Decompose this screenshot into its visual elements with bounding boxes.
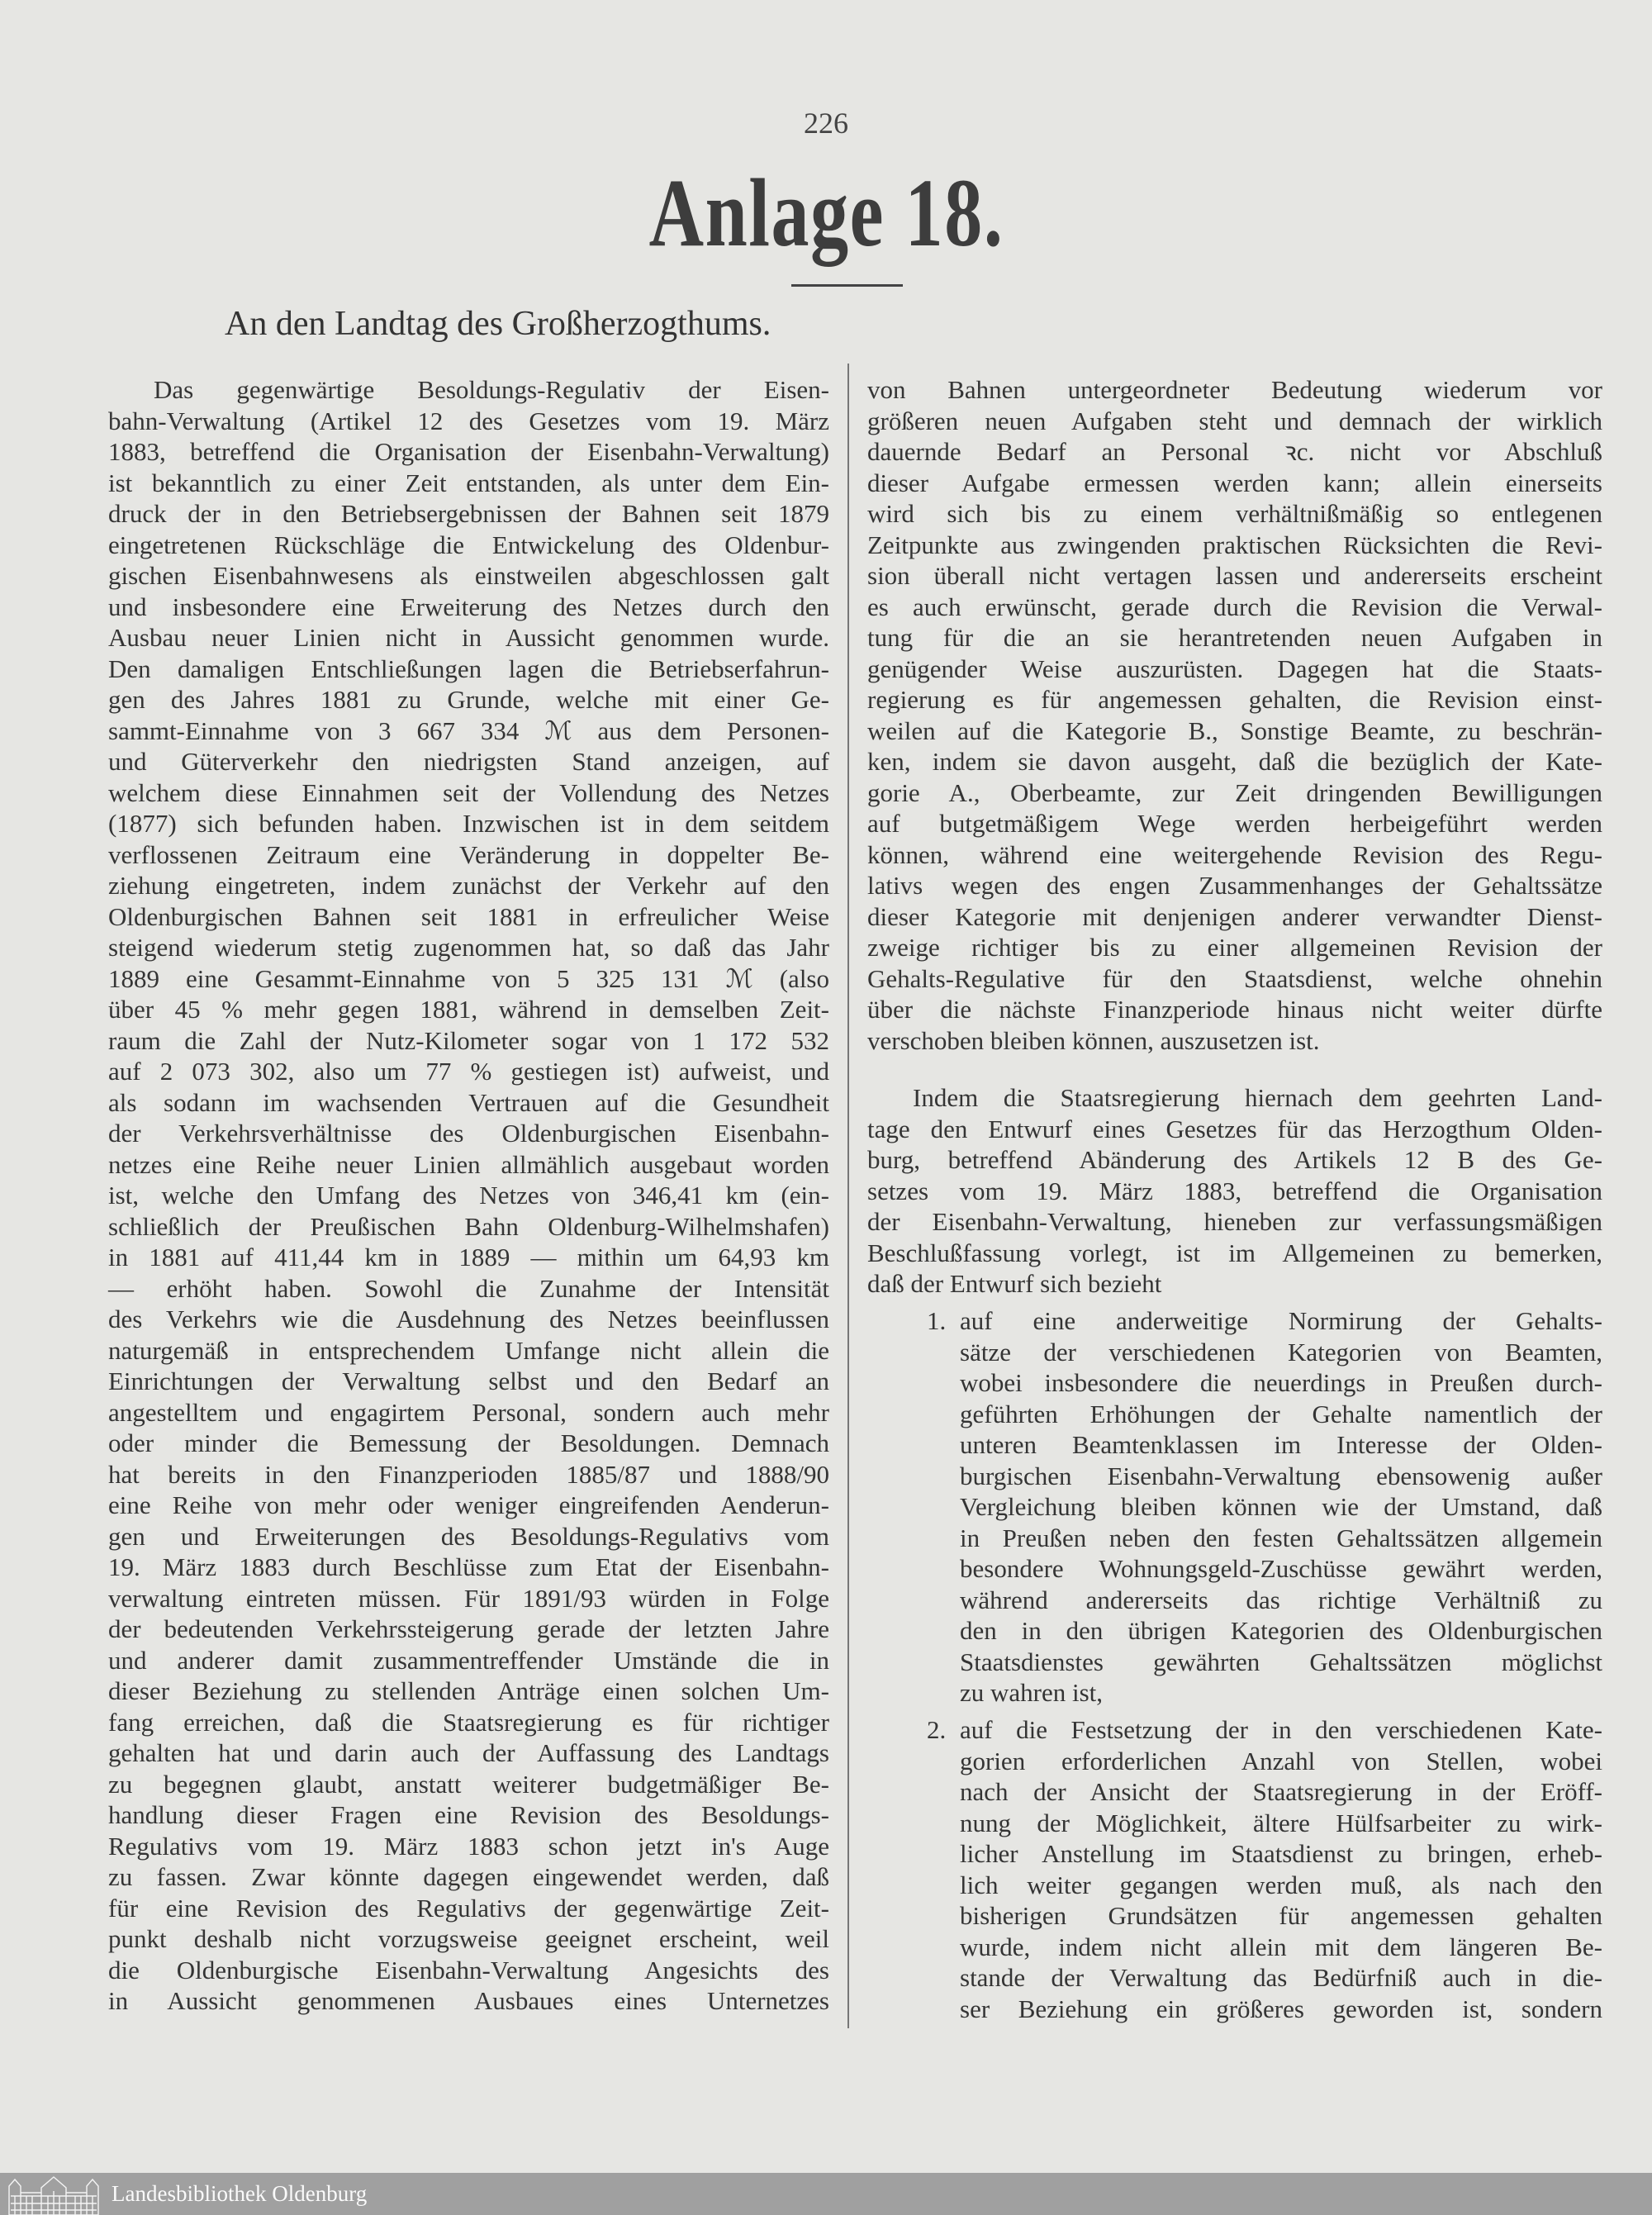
left-column <box>108 374 829 2017</box>
text-line: gischen Eisenbahnwesens als einstweilen abgeschlossen galt <box>108 561 829 590</box>
text-line: ziehung eingetreten, indem zunächst der Verkehr auf den <box>108 871 829 900</box>
text-line: stande der Verwaltung das Bedürfniß auch in die- <box>960 1963 1602 1992</box>
text-line: netzes eine Reihe neuer Linien allmählich ausgebaut worden <box>108 1149 829 1179</box>
title-rule <box>791 284 903 287</box>
text-line: verwaltung eintreten müssen. Für 1891/93 würden in Folge <box>108 1583 829 1613</box>
text-line: ist bekanntlich zu einer Zeit entstanden, als unter dem Ein- <box>108 468 829 497</box>
text-line: und Güterverkehr den niedrigsten Stand anzeigen, auf <box>108 747 829 776</box>
text-line: ser Beziehung ein größeres geworden ist, sondern <box>960 1994 1602 2023</box>
address-heading: An den Landtag des Großherzogthums. <box>225 305 771 343</box>
text-line: sion überall nicht vertagen lassen und andererseits erscheint <box>867 561 1602 590</box>
text-line: Das gegenwärtige Besoldungs-Regulativ der Eisen- <box>154 375 829 404</box>
text-line: nung der Möglichkeit, ältere Hülfsarbeiter zu wirk- <box>960 1808 1602 1837</box>
text-line: auf die Festsetzung der in den verschiedenen Kate- <box>960 1715 1602 1744</box>
text-line: wurde, indem nicht allein mit dem längeren Be- <box>960 1932 1602 1961</box>
text-line: setzes vom 19. März 1883, betreffend die Organisation <box>867 1176 1602 1205</box>
text-line: größeren neuen Aufgaben steht und demnach der wirklich <box>867 406 1602 435</box>
text-line: besondere Wohnungsgeld-Zuschüsse gewährt werden, <box>960 1554 1602 1583</box>
list-item-1 <box>960 1305 1602 1709</box>
text-line: der bedeutenden Verkehrssteigerung gerade der letzten Jahre <box>108 1614 829 1643</box>
text-line: und insbesondere eine Erweiterung des Netzes durch den <box>108 592 829 621</box>
text-line: zweige richtiger bis zu einer allgemeinen Revision der <box>867 933 1602 962</box>
text-line: bahn-Verwaltung (Artikel 12 des Gesetzes vom 19. März <box>108 406 829 435</box>
text-line: burg, betreffend Abänderung des Artikels 12 B des Ge- <box>867 1145 1602 1174</box>
text-line: eingetretenen Rückschläge die Entwickelung des Oldenbur- <box>108 530 829 559</box>
text-line: dieser Kategorie mit denjenigen anderer verwandter Dienst- <box>867 901 1602 931</box>
text-line: dieser Aufgabe ermessen werden kann; allein einerseits <box>867 468 1602 497</box>
text-line: angestelltem und engagirtem Personal, sondern auch mehr <box>108 1397 829 1427</box>
library-building-icon <box>7 2175 102 2215</box>
text-line: Den damaligen Entschließungen lagen die Betriebserfahrun- <box>108 654 829 683</box>
text-line: Oldenburgischen Bahnen seit 1881 in erfreulicher Weise <box>108 901 829 931</box>
text-line: daß der Entwurf sich bezieht <box>867 1269 1162 1298</box>
text-line: Zeitpunkte aus zwingenden praktischen Rücksichten die Revi- <box>867 530 1602 559</box>
text-line: wird sich bis zu einem verhältnißmäßig so entlegenen <box>867 499 1602 528</box>
text-line: ken, indem sie davon ausgeht, daß die bezüglich der Kate- <box>867 747 1602 776</box>
text-line: Ausbau neuer Linien nicht in Aussicht genommen wurde. <box>108 623 829 652</box>
text-line: lich weiter gegangen werden muß, als nach den <box>960 1870 1602 1899</box>
text-line: — erhöht haben. Sowohl die Zunahme der Intensität <box>108 1273 829 1303</box>
text-line: handlung dieser Fragen eine Revision des Besoldungs- <box>108 1800 829 1829</box>
list-item-number-2: 2. <box>927 1715 947 1744</box>
text-line: zu begegnen glaubt, anstatt weiterer budgetmäßiger Be- <box>108 1769 829 1799</box>
text-line: welchem diese Einnahmen seit der Vollendung des Netzes <box>108 777 829 807</box>
text-line: auf butgetmäßigem Wege werden herbeigeführt werden <box>867 809 1602 838</box>
footer-bar <box>0 2173 1652 2215</box>
text-line: eine Reihe von mehr oder weniger eingreifenden Aenderun- <box>108 1490 829 1519</box>
text-line: auf 2 073 302, also um 77 % gestiegen ist) aufweist, und <box>108 1057 829 1086</box>
text-line: auf eine anderweitige Normirung der Gehalts- <box>960 1306 1602 1335</box>
text-line: Einrichtungen der Verwaltung selbst und den Bedarf an <box>108 1367 829 1395</box>
page-title <box>0 157 1652 269</box>
text-line: über die nächste Finanzperiode hinaus nicht weiter dürfte <box>867 995 1602 1024</box>
text-line: regierung es für angemessen gehalten, die Revision einst- <box>867 685 1602 714</box>
text-line: 1883, betreffend die Organisation der Eisenbahn-Verwaltung) <box>108 437 829 466</box>
text-line: geführten Erhöhungen der Gehalte namentlich der <box>960 1399 1602 1428</box>
text-line: tage den Entwurf eines Gesetzes für das Herzogthum Olden- <box>867 1114 1602 1143</box>
text-line: punkt deshalb nicht vorzugsweise geeignet erscheint, weil <box>108 1924 829 1953</box>
library-name: Landesbibliothek Oldenburg <box>112 2181 368 2206</box>
text-line: oder minder die Bemessung der Besoldungen. Demnach <box>108 1428 829 1457</box>
text-line: fang erreichen, daß die Staatsregierung es für richtiger <box>108 1707 829 1737</box>
text-line: für eine Revision des Regulativs der gegenwärtige Zeit- <box>108 1893 829 1923</box>
text-line: in Preußen neben den festen Gehaltssätzen allgemein <box>960 1523 1602 1552</box>
list-item-2 <box>960 1714 1602 2024</box>
text-line: druck der in den Betriebsergebnissen der Bahnen seit 1879 <box>108 499 829 528</box>
text-line: gehalten hat und darin auch der Auffassung des Landtags <box>108 1738 829 1767</box>
text-line: den in den übrigen Kategorien des Oldenburgischen <box>960 1616 1602 1645</box>
text-line: des Verkehrs wie die Ausdehnung des Netzes beeinflussen <box>108 1305 829 1333</box>
text-line: gorien erforderlichen Anzahl von Stellen, wobei <box>960 1746 1602 1775</box>
text-line: der Eisenbahn-Verwaltung, hieneben zur verfassungsmäßigen <box>867 1207 1602 1236</box>
text-line: gen und Erweiterungen des Besoldungs-Regulativs vom <box>108 1521 829 1551</box>
text-line: von Bahnen untergeordneter Bedeutung wiederum vor <box>867 375 1602 404</box>
text-line: Gehalts-Regulative für den Staatsdienst, welche ohnehin <box>867 963 1602 993</box>
text-line: in Aussicht genommenen Ausbaues eines Unternetzes <box>108 1986 829 2015</box>
text-line: nach der Ansicht der Staatsregierung in der Eröff- <box>960 1777 1602 1806</box>
text-line: gen des Jahres 1881 zu Grunde, welche mit einer Ge- <box>108 685 829 714</box>
text-line: zu fassen. Zwar könnte dagegen eingewendet werden, daß <box>108 1862 829 1891</box>
text-line: raum die Zahl der Nutz-Kilometer sogar von 1 172 532 <box>108 1025 829 1055</box>
text-line: burgischen Eisenbahn-Verwaltung ebensowenig außer <box>960 1461 1602 1490</box>
text-line: dieser Beziehung zu stellenden Anträge einen solchen Um- <box>108 1676 829 1705</box>
text-line: ist, welche den Umfang des Netzes von 346,41 km (ein- <box>108 1181 829 1210</box>
page-number: 226 <box>804 107 848 140</box>
text-line: wobei insbesondere die neuerdings in Preußen durch- <box>960 1368 1602 1397</box>
text-line: hat bereits in den Finanzperioden 1885/87 und 1888/90 <box>108 1459 829 1489</box>
text-line: verschoben bleiben können, auszusetzen ist. <box>867 1025 1320 1055</box>
text-line: der Verkehrsverhältnisse des Oldenburgischen Eisenbahn- <box>108 1119 829 1148</box>
text-line: Indem die Staatsregierung hiernach dem geehrten Land- <box>913 1083 1602 1112</box>
column-divider <box>847 364 849 2028</box>
right-paragraph-2 <box>867 1082 1602 1300</box>
text-line: können, während eine weitergehende Revision des Regu- <box>867 839 1602 869</box>
text-line: über 45 % mehr gegen 1881, während in demselben Zeit- <box>108 995 829 1024</box>
text-line: während andererseits das richtige Verhältniß zu <box>960 1585 1602 1614</box>
title-text: Anlage 18. <box>648 159 1004 267</box>
text-line: und anderer damit zusammentreffender Umstände die in <box>108 1645 829 1675</box>
text-line: bisherigen Grundsätzen für angemessen gehalten <box>960 1901 1602 1930</box>
text-line: genügender Weise auszurüsten. Dagegen hat die Staats- <box>867 654 1602 683</box>
text-line: (1877) sich befunden haben. Inzwischen ist in dem seitdem <box>108 809 829 838</box>
text-line: tung für die an sie herantretenden neuen Aufgaben in <box>867 623 1602 652</box>
text-line: unteren Beamtenklassen im Interesse der Olden- <box>960 1430 1602 1459</box>
text-line: Staatsdienstes gewährten Gehaltssätzen möglichst <box>960 1647 1602 1676</box>
text-line: 19. März 1883 durch Beschlüsse zum Etat der Eisenbahn- <box>108 1552 829 1581</box>
text-line: sammt-Einnahme von 3 667 334 ℳ aus dem Personen- <box>108 715 829 745</box>
text-line: steigend wiederum stetig zugenommen hat, so daß das Jahr <box>108 933 829 962</box>
text-line: es auch erwünscht, gerade durch die Revision die Verwal- <box>867 592 1602 621</box>
text-line: Beschlußfassung vorlegt, ist im Allgemeinen zu bemerken, <box>867 1238 1602 1267</box>
text-line: gorie A., Oberbeamte, zur Zeit dringenden Bewilligungen <box>867 777 1602 807</box>
text-line: schließlich der Preußischen Bahn Oldenburg-Wilhelmshafen) <box>108 1211 829 1241</box>
right-paragraph-1 <box>867 374 1602 1056</box>
text-line: 1889 eine Gesammt-Einnahme von 5 325 131 ℳ (also <box>108 963 829 993</box>
text-line: als sodann im wachsenden Vertrauen auf die Gesundheit <box>108 1087 829 1117</box>
text-line: die Oldenburgische Eisenbahn-Verwaltung Angesichts des <box>108 1955 829 1984</box>
list-item-number-1: 1. <box>927 1306 947 1335</box>
text-line: licher Anstellung im Staatsdienst zu bringen, erheb- <box>960 1839 1602 1868</box>
text-line: verflossenen Zeitraum eine Veränderung in doppelter Be- <box>108 839 829 869</box>
text-line: Regulativs vom 19. März 1883 schon jetzt in's Auge <box>108 1831 829 1861</box>
text-line: dauernde Bedarf an Personal ꝛc. nicht vor Abschluß <box>867 437 1602 466</box>
text-line: in 1881 auf 411,44 km in 1889 — mithin um 64,93 km <box>108 1243 829 1271</box>
text-line: lativs wegen des engen Zusammenhanges der Gehaltssätze <box>867 871 1602 900</box>
text-line: sätze der verschiedenen Kategorien von Beamten, <box>960 1337 1602 1367</box>
text-line: zu wahren ist, <box>960 1678 1104 1707</box>
text-line: naturgemäß in entsprechendem Umfange nicht allein die <box>108 1335 829 1365</box>
text-line: Vergleichung bleiben können wie der Umstand, daß <box>960 1492 1602 1521</box>
text-line: weilen auf die Kategorie B., Sonstige Beamte, zu beschrän- <box>867 715 1602 745</box>
